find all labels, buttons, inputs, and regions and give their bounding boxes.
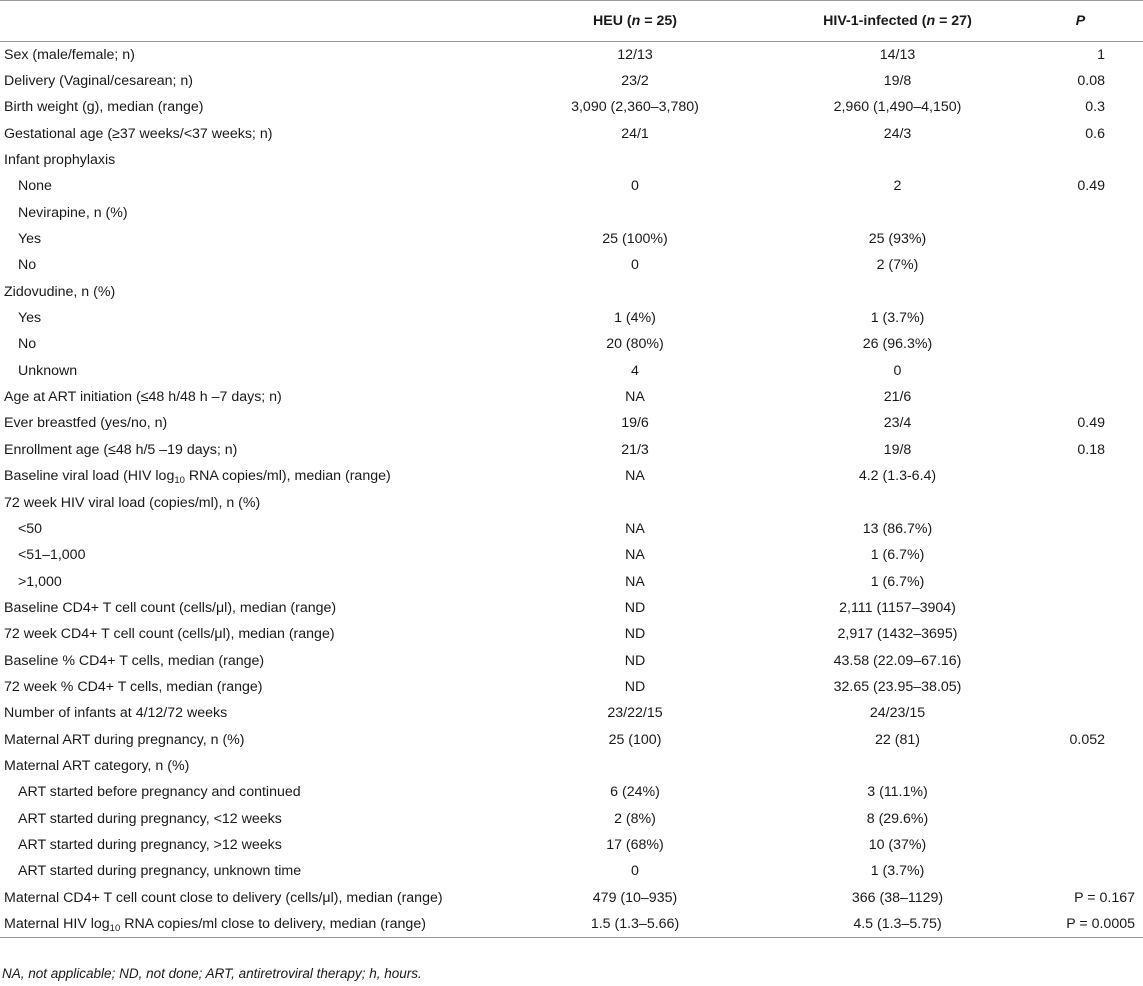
table-row — [0, 173, 1143, 199]
cell-heu — [493, 489, 777, 515]
cell-heu: 17 (68%) — [606, 836, 664, 853]
cell-hiv-infected: 2,917 (1432–3695) — [837, 626, 958, 643]
cell-hiv-infected: 2 — [893, 178, 902, 195]
cell-p-value — [1018, 832, 1143, 858]
table-footnote: NA, not applicable; ND, not done; ART, antiretroviral therapy; h, hours. — [2, 966, 422, 981]
row-label-subscript: 10 — [174, 475, 185, 487]
cell-p-value — [1018, 805, 1143, 831]
cell-heu — [493, 200, 777, 226]
header-blank — [0, 1, 493, 42]
cell-p-value — [1018, 621, 1143, 647]
cell-p-value — [1018, 542, 1143, 568]
header-hiv-infected: HIV-1-infected (n = 27) — [777, 1, 1018, 42]
table-row — [0, 94, 1143, 120]
table-row — [0, 331, 1143, 357]
row-label: ART started during pregnancy, >12 weeks — [18, 836, 282, 853]
row-label: Unknown — [18, 362, 78, 379]
row-label: Yes — [18, 231, 42, 248]
cell-heu: 0 — [631, 257, 639, 274]
table-body — [0, 42, 1143, 938]
cell-p-value — [1018, 568, 1143, 594]
cell-p-value — [1018, 595, 1143, 621]
row-label-text: Baseline viral load (HIV log — [4, 468, 175, 485]
cell-heu: 23/2 — [621, 73, 649, 90]
row-label: Age at ART initiation (≤48 h/48 h –7 days; n) — [4, 389, 282, 406]
cell-p-value — [1018, 489, 1143, 515]
cell-heu: ND — [624, 652, 646, 669]
cell-hiv-infected — [777, 200, 1018, 226]
cell-heu: 6 (24%) — [610, 784, 660, 801]
row-label: ART started before pregnancy and continued — [18, 784, 301, 801]
table-row — [0, 437, 1143, 463]
cell-heu — [493, 279, 777, 305]
row-label: <50 — [18, 520, 43, 537]
row-label-text: RNA copies/ml), median (range) — [184, 468, 391, 485]
row-label — [0, 463, 493, 489]
row-label: Baseline % CD4+ T cells, median (range) — [4, 652, 265, 669]
cell-heu: 2 (8%) — [614, 810, 656, 827]
cell-p-value — [1018, 647, 1143, 673]
table-row — [0, 252, 1143, 278]
header-p-value: P — [1018, 1, 1143, 42]
row-label: Baseline CD4+ T cell count (cells/μl), median (range) — [4, 599, 337, 616]
table-row — [0, 858, 1143, 884]
cell-p-value — [1018, 279, 1143, 305]
cell-hiv-infected — [777, 489, 1018, 515]
cell-p-value — [1018, 331, 1143, 357]
cell-hiv-infected: 21/6 — [883, 389, 912, 406]
row-label: Sex (male/female; n) — [4, 46, 135, 63]
cell-hiv-infected: 2,111 (1157–3904) — [839, 599, 956, 616]
cell-p-value — [1018, 226, 1143, 252]
table-row — [0, 410, 1143, 436]
row-label: 72 week % CD4+ T cells, median (range) — [4, 678, 263, 695]
row-label-text: Maternal HIV log — [4, 915, 110, 932]
table-row — [0, 542, 1143, 568]
cell-hiv-infected: 2 (7%) — [876, 257, 919, 274]
cell-hiv-infected: 26 (96.3%) — [862, 336, 933, 353]
cell-heu: NA — [625, 389, 645, 406]
cell-hiv-infected: 2,960 (1,490–4,150) — [833, 99, 962, 116]
cell-p-value: P = 0.167 — [1074, 889, 1135, 906]
cell-p-value — [1018, 674, 1143, 700]
cell-heu: 4 — [631, 362, 639, 379]
cell-p-value — [1018, 147, 1143, 173]
row-label: Infant prophylaxis — [4, 152, 116, 169]
cell-heu: 25 (100%) — [602, 231, 668, 248]
row-label: 72 week HIV viral load (copies/ml), n (%) — [4, 494, 261, 511]
cell-hiv-infected: 19/8 — [883, 441, 912, 458]
cell-p-value: P = 0.0005 — [1018, 911, 1143, 937]
cell-p-value — [1018, 700, 1143, 726]
cell-p-value — [1018, 252, 1143, 278]
table-row — [0, 779, 1143, 805]
cell-hiv-infected: 10 (37%) — [868, 836, 927, 853]
cell-hiv-infected — [777, 753, 1018, 779]
table-header — [0, 1, 1143, 42]
header-row — [0, 1, 1143, 42]
cell-heu: 1.5 (1.3–5.66) — [493, 911, 777, 937]
cell-heu: 24/1 — [621, 125, 649, 142]
cell-heu: 19/6 — [621, 415, 649, 432]
cell-heu: NA — [625, 520, 645, 537]
cell-hiv-infected: 8 (29.6%) — [866, 810, 929, 827]
table-row — [0, 279, 1143, 305]
cell-p-value: 0.18 — [1077, 441, 1105, 458]
cell-heu: 21/3 — [621, 441, 649, 458]
header-heu: HEU (n = 25) — [493, 1, 777, 42]
row-label: Maternal CD4+ T cell count close to delivery (cells/μl), median (range) — [4, 889, 443, 906]
cell-heu: 12/13 — [617, 46, 653, 63]
cell-heu: 0 — [631, 178, 639, 195]
row-label: Birth weight (g), median (range) — [4, 99, 204, 116]
cell-p-value — [1018, 753, 1143, 779]
cell-p-value: 0.6 — [1085, 125, 1105, 142]
table-row — [0, 463, 1143, 489]
cell-p-value — [1018, 463, 1143, 489]
table-row — [0, 42, 1143, 68]
cell-p-value — [1018, 858, 1143, 884]
table-row — [0, 358, 1143, 384]
cell-p-value: 0.052 — [1069, 731, 1105, 748]
cell-hiv-infected: 4.2 (1.3-6.4) — [858, 468, 937, 485]
row-label: <51–1,000 — [18, 547, 86, 564]
table-row — [0, 68, 1143, 94]
cell-hiv-infected: 1 (6.7%) — [870, 573, 925, 590]
cell-hiv-infected: 366 (38–1129) — [851, 889, 944, 906]
cell-hiv-infected: 4.5 (1.3–5.75) — [777, 911, 1018, 937]
table-row — [0, 568, 1143, 594]
table-row — [0, 674, 1143, 700]
cell-p-value: 0.3 — [1085, 99, 1105, 116]
cell-heu — [493, 147, 777, 173]
row-label: Enrollment age (≤48 h/5 –19 days; n) — [4, 441, 238, 458]
cell-heu: 3,090 (2,360–3,780) — [571, 99, 699, 116]
cell-heu: NA — [625, 468, 645, 485]
row-label: ART started during pregnancy, unknown time — [18, 863, 302, 880]
row-label: Ever breastfed (yes/no, n) — [4, 415, 168, 432]
row-label: Zidovudine, n (%) — [4, 283, 116, 300]
row-label — [0, 911, 493, 937]
cell-hiv-infected: 23/4 — [883, 415, 912, 432]
cell-p-value — [1018, 384, 1143, 410]
cell-hiv-infected: 19/8 — [883, 73, 912, 90]
cell-hiv-infected: 1 (3.7%) — [870, 310, 925, 327]
row-label: 72 week CD4+ T cell count (cells/μl), median (range) — [4, 626, 335, 643]
table-row — [0, 700, 1143, 726]
cell-p-value — [1018, 358, 1143, 384]
row-label-text: RNA copies/ml close to delivery, median (range) — [120, 915, 426, 932]
cell-p-value: 1 — [1097, 46, 1105, 63]
table-row — [0, 516, 1143, 542]
cell-p-value — [1018, 779, 1143, 805]
table-row — [0, 805, 1143, 831]
cell-hiv-infected: 43.58 (22.09–67.16) — [833, 652, 962, 669]
cell-hiv-infected: 3 (11.1%) — [867, 784, 928, 801]
cell-hiv-infected — [777, 147, 1018, 173]
table-row — [0, 121, 1143, 147]
cell-heu: 23/22/15 — [607, 705, 663, 722]
cell-hiv-infected: 14/13 — [879, 46, 916, 63]
table-row — [0, 384, 1143, 410]
table-row — [0, 647, 1143, 673]
cell-heu: 1 (4%) — [614, 310, 656, 327]
row-label: No — [18, 257, 37, 274]
table-row — [0, 489, 1143, 515]
row-label: Maternal ART category, n (%) — [4, 757, 190, 774]
cell-hiv-infected: 1 (6.7%) — [870, 547, 925, 564]
table-row — [0, 832, 1143, 858]
cell-p-value — [1018, 305, 1143, 331]
cell-hiv-infected: 0 — [893, 362, 902, 379]
cell-p-value: 0.08 — [1077, 73, 1105, 90]
cell-p-value — [1018, 200, 1143, 226]
cell-heu: ND — [624, 678, 646, 695]
row-label: Maternal ART during pregnancy, n (%) — [4, 731, 245, 748]
cell-hiv-infected: 32.65 (23.95–38.05) — [833, 678, 962, 695]
table-row — [0, 200, 1143, 226]
table-row — [0, 595, 1143, 621]
cell-hiv-infected: 25 (93%) — [868, 231, 927, 248]
row-label: ART started during pregnancy, <12 weeks — [18, 810, 282, 827]
cell-heu: NA — [625, 547, 645, 564]
row-label: Delivery (Vaginal/cesarean; n) — [4, 73, 193, 90]
row-label: Number of infants at 4/12/72 weeks — [4, 705, 228, 722]
cell-heu: 0 — [631, 863, 639, 880]
cell-hiv-infected: 22 (81) — [875, 731, 920, 748]
row-label-subscript: 10 — [109, 922, 121, 934]
cell-hiv-infected — [777, 279, 1018, 305]
cell-p-value: 0.49 — [1077, 415, 1105, 432]
cell-hiv-infected: 24/3 — [883, 125, 912, 142]
table-row — [0, 147, 1143, 173]
cell-hiv-infected: 13 (86.7%) — [862, 520, 933, 537]
cell-heu: 20 (80%) — [606, 336, 664, 353]
row-label: Gestational age (≥37 weeks/<37 weeks; n) — [4, 125, 273, 142]
cell-heu: NA — [625, 573, 645, 590]
row-label: Yes — [18, 310, 42, 327]
table-row — [0, 885, 1143, 911]
cell-heu: 479 (10–935) — [592, 889, 678, 906]
cell-heu: ND — [624, 626, 646, 643]
cell-hiv-infected: 1 (3.7%) — [870, 863, 925, 880]
table-row — [0, 911, 1143, 937]
table-row — [0, 226, 1143, 252]
cell-hiv-infected: 24/23/15 — [869, 705, 926, 722]
cell-p-value — [1018, 516, 1143, 542]
row-label: None — [18, 178, 52, 195]
cell-heu — [493, 753, 777, 779]
cell-p-value: 0.49 — [1077, 178, 1105, 195]
table-row — [0, 621, 1143, 647]
row-label: No — [18, 336, 37, 353]
table-row — [0, 753, 1143, 779]
cell-heu: ND — [624, 599, 646, 616]
row-label: Nevirapine, n (%) — [18, 204, 128, 221]
row-label: >1,000 — [18, 573, 62, 590]
table-row — [0, 305, 1143, 331]
cell-heu: 25 (100) — [608, 731, 662, 748]
table-row — [0, 726, 1143, 752]
